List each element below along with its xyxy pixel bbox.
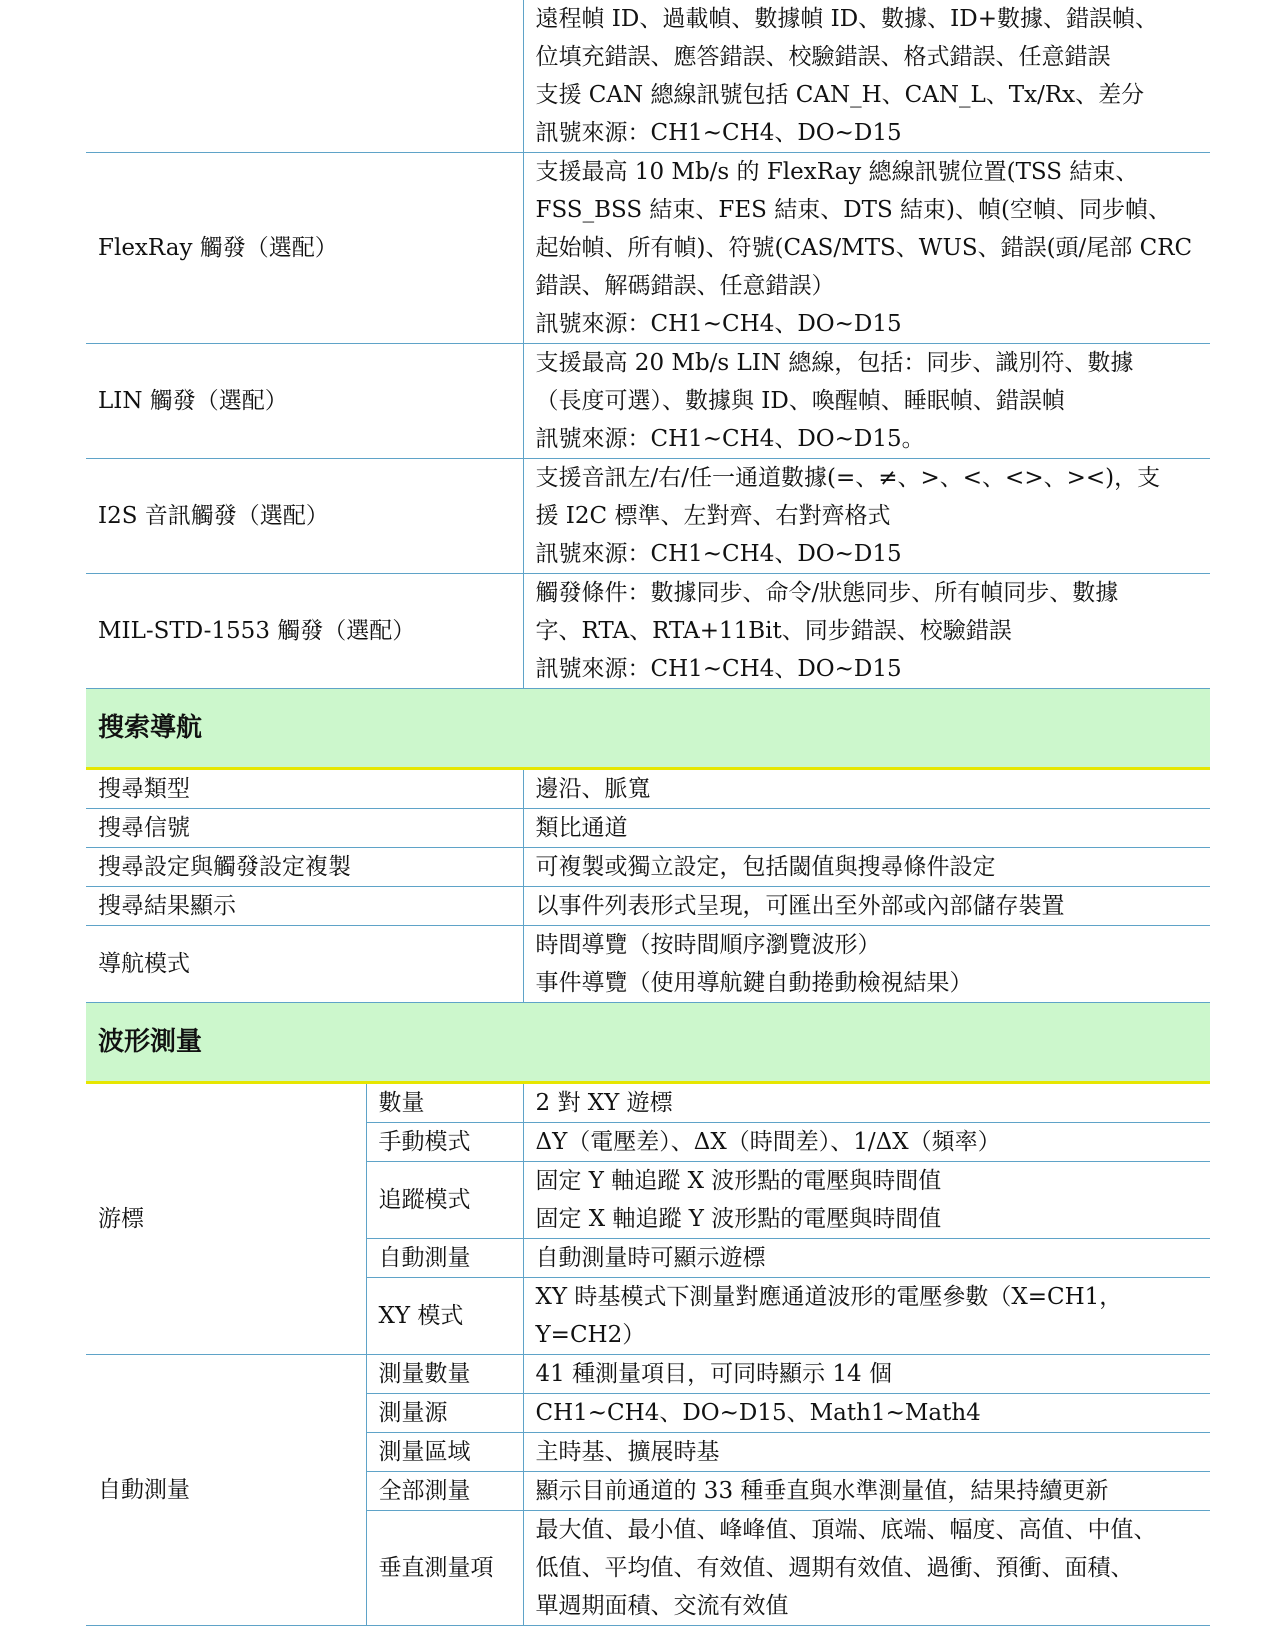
- section-header-measure: [86, 1003, 1210, 1083]
- section-title: 波形測量: [86, 1003, 1210, 1083]
- spec-value: 2 對 XY 遊標: [523, 1083, 1210, 1123]
- spec-label: 搜尋結果顯示: [86, 887, 523, 926]
- spec-sublabel: 測量源: [366, 1394, 523, 1433]
- spec-value: 支援音訊左/右/任一通道數據(=、≠、>、<、<>、><)，支 援 I2C 標準、左對齊、右對齊格式 訊號來源：CH1~CH4、DO~D15: [523, 459, 1210, 574]
- spec-value: 最大值、最小值、峰峰值、頂端、底端、幅度、高值、中值、 低值、平均值、有效值、週期有效值、過衝、預衝、面積、 單週期面積、交流有效值: [523, 1511, 1210, 1626]
- section-title: 搜索導航: [86, 689, 1210, 769]
- spec-row: [86, 926, 1210, 1003]
- spec-sublabel: 自動測量: [366, 1239, 523, 1278]
- spec-table: [86, 0, 1210, 1626]
- spec-row: [86, 848, 1210, 887]
- spec-value: 顯示目前通道的 33 種垂直與水準測量值，結果持續更新: [523, 1472, 1210, 1511]
- spec-sublabel: 測量數量: [366, 1355, 523, 1394]
- spec-label: [86, 0, 523, 153]
- spec-sublabel: 數量: [366, 1083, 523, 1123]
- spec-label: 搜尋信號: [86, 809, 523, 848]
- spec-value: 類比通道: [523, 809, 1210, 848]
- spec-label: LIN 觸發（選配）: [86, 344, 523, 459]
- spec-sublabel: 測量區域: [366, 1433, 523, 1472]
- spec-value: 邊沿、脈寬: [523, 769, 1210, 809]
- spec-value: CH1~CH4、DO~D15、Math1~Math4: [523, 1394, 1210, 1433]
- spec-value: 觸發條件：數據同步、命令/狀態同步、所有幀同步、數據 字、RTA、RTA+11Bit、同步錯誤、校驗錯誤 訊號來源：CH1~CH4、DO~D15: [523, 574, 1210, 689]
- spec-sublabel: 追蹤模式: [366, 1162, 523, 1239]
- spec-row-can: [86, 0, 1210, 153]
- spec-sublabel: XY 模式: [366, 1278, 523, 1355]
- spec-value: ΔY（電壓差）、ΔX（時間差）、1/ΔX（頻率）: [523, 1123, 1210, 1162]
- spec-value: 41 種測量項目，可同時顯示 14 個: [523, 1355, 1210, 1394]
- spec-value: XY 時基模式下測量對應通道波形的電壓參數（X=CH1， Y=CH2）: [523, 1278, 1210, 1355]
- section-header-search: [86, 689, 1210, 769]
- spec-row-mil1553: [86, 574, 1210, 689]
- spec-label: 搜尋類型: [86, 769, 523, 809]
- spec-value: 支援最高 10 Mb/s 的 FlexRay 總線訊號位置(TSS 結束、 FSS_BSS 結束、FES 結束、DTS 結束)、幀(空幀、同步幀、 起始幀、所有幀)、符號(CAS/MTS、WUS、錯誤(頭/尾部 CRC 錯誤、解碼錯誤、任意錯誤） 訊號來源：CH1~CH4、DO~D15: [523, 153, 1210, 344]
- spec-row-flexray: [86, 153, 1210, 344]
- spec-sublabel: 手動模式: [366, 1123, 523, 1162]
- spec-sublabel: 垂直測量項: [366, 1511, 523, 1626]
- spec-label: FlexRay 觸發（選配）: [86, 153, 523, 344]
- spec-value: 主時基、擴展時基: [523, 1433, 1210, 1472]
- spec-value: 可複製或獨立設定，包括閾值與搜尋條件設定: [523, 848, 1210, 887]
- spec-label: MIL-STD-1553 觸發（選配）: [86, 574, 523, 689]
- group-label-auto-measure: 自動測量: [86, 1355, 366, 1626]
- spec-row: [86, 1083, 1210, 1123]
- spec-row: [86, 769, 1210, 809]
- spec-value: 自動測量時可顯示遊標: [523, 1239, 1210, 1278]
- spec-sublabel: 全部測量: [366, 1472, 523, 1511]
- spec-label: 搜尋設定與觸發設定複製: [86, 848, 523, 887]
- spec-row-i2s: [86, 459, 1210, 574]
- spec-row: [86, 887, 1210, 926]
- spec-row: [86, 809, 1210, 848]
- spec-value: 時間導覽（按時間順序瀏覽波形） 事件導覽（使用導航鍵自動捲動檢視結果）: [523, 926, 1210, 1003]
- spec-row-lin: [86, 344, 1210, 459]
- spec-value: 支援最高 20 Mb/s LIN 總線，包括：同步、識別符、數據 （長度可選）、數據與 ID、喚醒幀、睡眠幀、錯誤幀 訊號來源：CH1~CH4、DO~D15。: [523, 344, 1210, 459]
- spec-value: 遠程幀 ID、過載幀、數據幀 ID、數據、ID+數據、錯誤幀、 位填充錯誤、應答錯誤、校驗錯誤、格式錯誤、任意錯誤 支援 CAN 總線訊號包括 CAN_H、CAN_L、Tx/Rx、差分 訊號來源：CH1~CH4、DO~D15: [523, 0, 1210, 153]
- spec-label: 導航模式: [86, 926, 523, 1003]
- group-label-cursor: 游標: [86, 1083, 366, 1355]
- spec-value: 固定 Y 軸追蹤 X 波形點的電壓與時間值 固定 X 軸追蹤 Y 波形點的電壓與時間值: [523, 1162, 1210, 1239]
- spec-row: [86, 1355, 1210, 1394]
- spec-label: I2S 音訊觸發（選配）: [86, 459, 523, 574]
- spec-value: 以事件列表形式呈現，可匯出至外部或內部儲存裝置: [523, 887, 1210, 926]
